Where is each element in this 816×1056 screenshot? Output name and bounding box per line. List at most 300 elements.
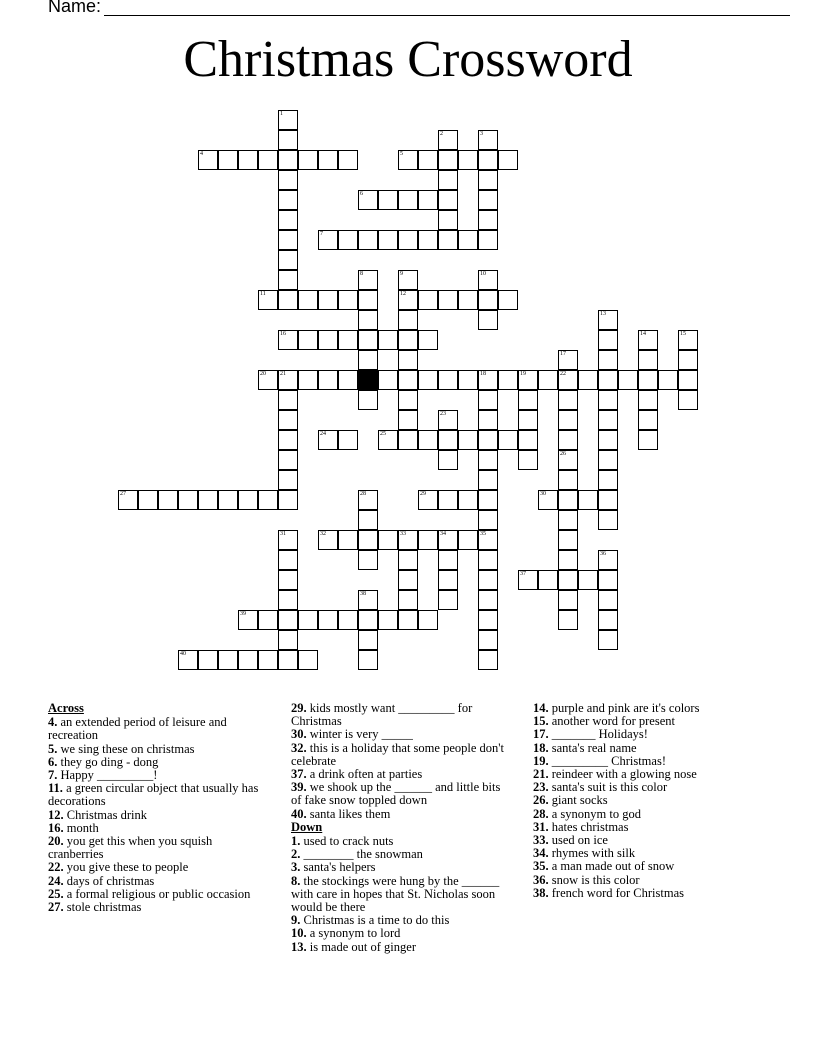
grid-cell[interactable] (598, 310, 618, 330)
grid-cell[interactable] (518, 570, 538, 590)
grid-cell[interactable] (398, 410, 418, 430)
grid-cell[interactable] (498, 430, 518, 450)
grid-cell[interactable] (478, 530, 498, 550)
grid-cell[interactable] (278, 410, 298, 430)
grid-cell[interactable] (318, 330, 338, 350)
clue-item-number: 26. (533, 793, 549, 808)
down-heading: Down (291, 819, 323, 834)
grid-cell[interactable] (418, 430, 438, 450)
name-label: Name: (48, 0, 102, 16)
grid-cell[interactable] (598, 330, 618, 350)
grid-cell[interactable] (398, 290, 418, 310)
grid-cell[interactable] (238, 490, 258, 510)
grid-cell[interactable] (298, 370, 318, 390)
clue-item (291, 941, 511, 954)
grid-cell[interactable] (438, 130, 458, 150)
grid-cell[interactable] (318, 290, 338, 310)
grid-cell[interactable] (258, 290, 278, 310)
grid-cell[interactable] (358, 610, 378, 630)
clue-number: 14 (640, 331, 646, 337)
grid-cell[interactable] (478, 510, 498, 530)
grid-cell[interactable] (478, 610, 498, 630)
grid-cell[interactable] (418, 150, 438, 170)
grid-cell[interactable] (338, 230, 358, 250)
clue-item (48, 835, 268, 861)
grid-cell[interactable] (358, 270, 378, 290)
grid-cell[interactable] (558, 570, 578, 590)
grid-cell[interactable] (598, 410, 618, 430)
grid-cell[interactable] (398, 270, 418, 290)
grid-cell[interactable] (678, 350, 698, 370)
grid-cell[interactable] (278, 550, 298, 570)
grid-cell[interactable] (398, 190, 418, 210)
grid-cell[interactable] (378, 190, 398, 210)
clue-number: 23 (440, 411, 446, 417)
grid-cell[interactable] (438, 370, 458, 390)
grid-cell[interactable] (278, 290, 298, 310)
clue-number: 27 (120, 491, 126, 497)
grid-cell[interactable] (458, 490, 478, 510)
grid-cell[interactable] (258, 370, 278, 390)
grid-cell[interactable] (478, 270, 498, 290)
grid-cell[interactable] (498, 290, 518, 310)
clue-item-text: a green circular object that usually has decorations (48, 781, 259, 809)
grid-cell[interactable] (438, 430, 458, 450)
grid-cell[interactable] (358, 190, 378, 210)
grid-cell[interactable] (478, 650, 498, 670)
grid-cell[interactable] (598, 350, 618, 370)
clue-item-text: we shook up the ______ and little bits of fake snow toppled down (291, 780, 501, 808)
grid-cell[interactable] (558, 470, 578, 490)
grid-cell[interactable] (358, 230, 378, 250)
grid-cell[interactable] (438, 450, 458, 470)
grid-cell[interactable] (358, 350, 378, 370)
grid-cell[interactable] (458, 230, 478, 250)
grid-cell[interactable] (518, 430, 538, 450)
clue-number: 36 (600, 551, 606, 557)
grid-cell[interactable] (338, 530, 358, 550)
grid-cell[interactable] (278, 270, 298, 290)
clue-item-number: 6. (48, 754, 58, 769)
clue-number: 40 (180, 651, 186, 657)
grid-cell[interactable] (218, 650, 238, 670)
grid-cell[interactable] (258, 610, 278, 630)
blocked-cell (358, 370, 378, 390)
clue-item-number: 37. (291, 767, 307, 782)
grid-cell[interactable] (178, 650, 198, 670)
clue-item-text: rhymes with silk (548, 846, 636, 861)
grid-cell[interactable] (138, 490, 158, 510)
clue-item-text: is made out of ginger (306, 939, 416, 954)
grid-cell[interactable] (278, 450, 298, 470)
grid-cell[interactable] (278, 490, 298, 510)
grid-cell[interactable] (418, 610, 438, 630)
grid-cell[interactable] (478, 390, 498, 410)
clue-item-number: 20. (48, 834, 64, 849)
grid-cell[interactable] (578, 370, 598, 390)
grid-cell[interactable] (498, 150, 518, 170)
grid-cell[interactable] (358, 510, 378, 530)
grid-cell[interactable] (378, 370, 398, 390)
grid-cell[interactable] (238, 650, 258, 670)
grid-cell[interactable] (578, 570, 598, 590)
grid-cell[interactable] (338, 370, 358, 390)
grid-cell[interactable] (478, 490, 498, 510)
grid-cell[interactable] (518, 410, 538, 430)
grid-cell[interactable] (598, 610, 618, 630)
grid-cell[interactable] (478, 370, 498, 390)
clue-item-text: ________ the snowman (300, 847, 423, 862)
clue-item-number: 36. (533, 872, 549, 887)
grid-cell[interactable] (238, 150, 258, 170)
grid-cell[interactable] (598, 590, 618, 610)
grid-cell[interactable] (378, 610, 398, 630)
clue-number: 29 (420, 491, 426, 497)
grid-cell[interactable] (478, 410, 498, 430)
grid-cell[interactable] (378, 430, 398, 450)
grid-cell[interactable] (278, 230, 298, 250)
grid-cell[interactable] (538, 370, 558, 390)
clue-item-number: 7. (48, 768, 58, 783)
grid-cell[interactable] (598, 390, 618, 410)
clue-item-number: 29. (291, 701, 307, 715)
grid-cell[interactable] (358, 590, 378, 610)
grid-cell[interactable] (278, 110, 298, 130)
grid-cell[interactable] (198, 490, 218, 510)
clue-item-number: 11. (48, 781, 63, 796)
grid-cell[interactable] (558, 490, 578, 510)
grid-cell[interactable] (478, 230, 498, 250)
grid-cell[interactable] (398, 390, 418, 410)
grid-cell[interactable] (558, 350, 578, 370)
grid-cell[interactable] (478, 570, 498, 590)
grid-cell[interactable] (358, 650, 378, 670)
grid-cell[interactable] (438, 590, 458, 610)
grid-cell[interactable] (338, 150, 358, 170)
grid-cell[interactable] (318, 150, 338, 170)
grid-cell[interactable] (278, 430, 298, 450)
grid-cell[interactable] (358, 530, 378, 550)
grid-cell[interactable] (638, 430, 658, 450)
grid-cell[interactable] (678, 330, 698, 350)
grid-cell[interactable] (598, 470, 618, 490)
grid-cell[interactable] (278, 130, 298, 150)
grid-cell[interactable] (438, 170, 458, 190)
grid-cell[interactable] (278, 370, 298, 390)
grid-cell[interactable] (438, 290, 458, 310)
grid-cell[interactable] (398, 570, 418, 590)
grid-cell[interactable] (438, 570, 458, 590)
clue-number: 32 (320, 531, 326, 537)
grid-cell[interactable] (398, 370, 418, 390)
grid-cell[interactable] (118, 490, 138, 510)
name-field[interactable] (48, 0, 748, 17)
grid-cell[interactable] (378, 330, 398, 350)
grid-cell[interactable] (558, 390, 578, 410)
grid-cell[interactable] (358, 490, 378, 510)
grid-cell[interactable] (278, 650, 298, 670)
grid-cell[interactable] (538, 570, 558, 590)
grid-cell[interactable] (338, 330, 358, 350)
grid-cell[interactable] (298, 330, 318, 350)
clue-number: 3 (480, 131, 483, 137)
grid-cell[interactable] (598, 630, 618, 650)
grid-cell[interactable] (258, 490, 278, 510)
grid-cell[interactable] (318, 370, 338, 390)
clue-item-text: santa's helpers (300, 860, 376, 875)
grid-cell[interactable] (298, 610, 318, 630)
grid-cell[interactable] (418, 330, 438, 350)
grid-cell[interactable] (198, 150, 218, 170)
grid-cell[interactable] (298, 290, 318, 310)
clue-number: 1 (280, 111, 283, 117)
clue-number: 20 (260, 371, 266, 377)
grid-cell[interactable] (158, 490, 178, 510)
grid-cell[interactable] (478, 470, 498, 490)
grid-cell[interactable] (638, 390, 658, 410)
grid-cell[interactable] (478, 170, 498, 190)
grid-cell[interactable] (378, 230, 398, 250)
grid-cell[interactable] (358, 310, 378, 330)
grid-cell[interactable] (438, 410, 458, 430)
clue-item-number: 16. (48, 820, 64, 835)
grid-cell[interactable] (458, 150, 478, 170)
grid-cell[interactable] (518, 370, 538, 390)
grid-cell[interactable] (598, 490, 618, 510)
clue-item-text: used on ice (548, 833, 608, 848)
clue-number: 33 (400, 531, 406, 537)
clue-item-number: 18. (533, 740, 549, 755)
clue-column-2 (291, 702, 511, 954)
grid-cell[interactable] (558, 430, 578, 450)
grid-cell[interactable] (458, 290, 478, 310)
clue-number: 25 (380, 431, 386, 437)
grid-cell[interactable] (638, 370, 658, 390)
grid-cell[interactable] (398, 230, 418, 250)
grid-cell[interactable] (338, 290, 358, 310)
clue-item-number: 5. (48, 741, 58, 756)
grid-cell[interactable] (618, 370, 638, 390)
grid-cell[interactable] (278, 150, 298, 170)
clue-item-number: 19. (533, 753, 549, 768)
grid-cell[interactable] (318, 430, 338, 450)
grid-cell[interactable] (678, 370, 698, 390)
grid-cell[interactable] (598, 450, 618, 470)
clue-item (533, 887, 763, 900)
grid-cell[interactable] (278, 210, 298, 230)
clue-number: 35 (480, 531, 486, 537)
grid-cell[interactable] (418, 230, 438, 250)
grid-cell[interactable] (418, 490, 438, 510)
grid-cell[interactable] (418, 190, 438, 210)
grid-cell[interactable] (438, 550, 458, 570)
grid-cell[interactable] (398, 350, 418, 370)
clue-item-number: 39. (291, 780, 307, 795)
grid-cell[interactable] (398, 430, 418, 450)
clue-number: 15 (680, 331, 686, 337)
grid-cell[interactable] (638, 350, 658, 370)
grid-cell[interactable] (458, 530, 478, 550)
grid-cell[interactable] (398, 330, 418, 350)
clue-item (291, 702, 511, 728)
clue-item-text: snow is this color (548, 872, 640, 887)
clue-item-number: 3. (291, 860, 301, 875)
grid-cell[interactable] (378, 530, 398, 550)
grid-cell[interactable] (418, 370, 438, 390)
grid-cell[interactable] (318, 530, 338, 550)
grid-cell[interactable] (478, 630, 498, 650)
clue-item-text: _________ Christmas! (548, 753, 666, 768)
clue-item-number: 12. (48, 807, 64, 822)
grid-cell[interactable] (298, 650, 318, 670)
grid-cell[interactable] (438, 490, 458, 510)
grid-cell[interactable] (278, 530, 298, 550)
grid-cell[interactable] (358, 290, 378, 310)
grid-cell[interactable] (318, 610, 338, 630)
grid-cell[interactable] (518, 390, 538, 410)
grid-cell[interactable] (198, 650, 218, 670)
clue-number: 9 (400, 271, 403, 277)
grid-cell[interactable] (478, 290, 498, 310)
clue-number: 26 (560, 451, 566, 457)
grid-cell[interactable] (278, 590, 298, 610)
grid-cell[interactable] (358, 330, 378, 350)
clue-number: 11 (260, 291, 266, 297)
grid-cell[interactable] (418, 290, 438, 310)
grid-cell[interactable] (218, 150, 238, 170)
clue-item-number: 13. (291, 939, 307, 954)
grid-cell[interactable] (458, 370, 478, 390)
grid-cell[interactable] (678, 390, 698, 410)
grid-cell[interactable] (318, 230, 338, 250)
grid-cell[interactable] (558, 530, 578, 550)
grid-cell[interactable] (518, 450, 538, 470)
grid-cell[interactable] (358, 550, 378, 570)
grid-cell[interactable] (438, 530, 458, 550)
grid-cell[interactable] (338, 610, 358, 630)
grid-cell[interactable] (478, 130, 498, 150)
grid-cell[interactable] (558, 370, 578, 390)
grid-cell[interactable] (398, 310, 418, 330)
clue-item-number: 32. (291, 740, 307, 755)
grid-cell[interactable] (398, 150, 418, 170)
grid-cell[interactable] (398, 530, 418, 550)
grid-cell[interactable] (478, 590, 498, 610)
clue-item-number: 38. (533, 885, 549, 900)
grid-cell[interactable] (478, 210, 498, 230)
grid-cell[interactable] (178, 490, 198, 510)
grid-cell[interactable] (278, 390, 298, 410)
grid-cell[interactable] (638, 410, 658, 430)
name-underline[interactable] (104, 15, 790, 16)
grid-cell[interactable] (578, 490, 598, 510)
grid-cell[interactable] (478, 150, 498, 170)
clue-item-number: 33. (533, 833, 549, 848)
grid-cell[interactable] (558, 590, 578, 610)
grid-cell[interactable] (238, 610, 258, 630)
clue-item-number: 24. (48, 873, 64, 888)
clue-item-text: Happy _________! (57, 768, 158, 783)
grid-cell[interactable] (558, 550, 578, 570)
page-title: Christmas Crossword (183, 31, 633, 88)
clue-item-number: 8. (291, 873, 301, 888)
grid-cell[interactable] (258, 650, 278, 670)
grid-cell[interactable] (658, 370, 678, 390)
clue-number: 10 (480, 271, 486, 277)
grid-cell[interactable] (278, 610, 298, 630)
clue-item-text: a man made out of snow (548, 859, 675, 874)
grid-cell[interactable] (558, 450, 578, 470)
grid-cell[interactable] (638, 330, 658, 350)
grid-cell[interactable] (278, 570, 298, 590)
clue-item-number: 27. (48, 900, 64, 915)
grid-cell[interactable] (458, 430, 478, 450)
clue-number: 37 (520, 571, 526, 577)
grid-cell[interactable] (218, 490, 238, 510)
clue-item-text: hates christmas (548, 819, 629, 834)
grid-cell[interactable] (598, 370, 618, 390)
grid-cell[interactable] (478, 430, 498, 450)
grid-cell[interactable] (278, 630, 298, 650)
grid-cell[interactable] (438, 190, 458, 210)
clue-number: 7 (320, 231, 323, 237)
clue-number: 12 (400, 291, 406, 297)
grid-cell[interactable] (298, 150, 318, 170)
grid-cell[interactable] (478, 310, 498, 330)
clue-item-number: 1. (291, 834, 301, 849)
grid-cell[interactable] (598, 570, 618, 590)
grid-cell[interactable] (558, 510, 578, 530)
grid-cell[interactable] (478, 550, 498, 570)
grid-cell[interactable] (478, 450, 498, 470)
grid-cell[interactable] (398, 590, 418, 610)
grid-cell[interactable] (398, 610, 418, 630)
clue-item-number: 17. (533, 727, 549, 742)
grid-cell[interactable] (358, 390, 378, 410)
clue-number: 6 (360, 191, 363, 197)
grid-cell[interactable] (278, 470, 298, 490)
grid-cell[interactable] (598, 430, 618, 450)
grid-cell[interactable] (278, 170, 298, 190)
grid-cell[interactable] (538, 490, 558, 510)
grid-cell[interactable] (398, 550, 418, 570)
clue-number: 8 (360, 271, 363, 277)
grid-cell[interactable] (338, 430, 358, 450)
grid-cell[interactable] (278, 250, 298, 270)
grid-cell[interactable] (598, 510, 618, 530)
grid-cell[interactable] (498, 370, 518, 390)
clue-item-text: you get this when you squish cranberries (48, 834, 213, 862)
clue-item-text: stole christmas (63, 900, 142, 915)
grid-cell[interactable] (258, 150, 278, 170)
grid-cell[interactable] (278, 190, 298, 210)
grid-cell[interactable] (438, 210, 458, 230)
grid-cell[interactable] (558, 610, 578, 630)
grid-cell[interactable] (438, 230, 458, 250)
grid-cell[interactable] (418, 530, 438, 550)
clue-number: 17 (560, 351, 566, 357)
grid-cell[interactable] (478, 190, 498, 210)
grid-cell[interactable] (358, 630, 378, 650)
grid-cell[interactable] (558, 410, 578, 430)
clue-item-text: we sing these on christmas (57, 741, 195, 756)
grid-cell[interactable] (438, 150, 458, 170)
clue-item-text: this is a holiday that some people don't celebrate (291, 740, 504, 768)
clue-number: 19 (520, 371, 526, 377)
grid-cell[interactable] (278, 330, 298, 350)
grid-cell[interactable] (598, 550, 618, 570)
clue-item-text: giant socks (548, 793, 608, 808)
